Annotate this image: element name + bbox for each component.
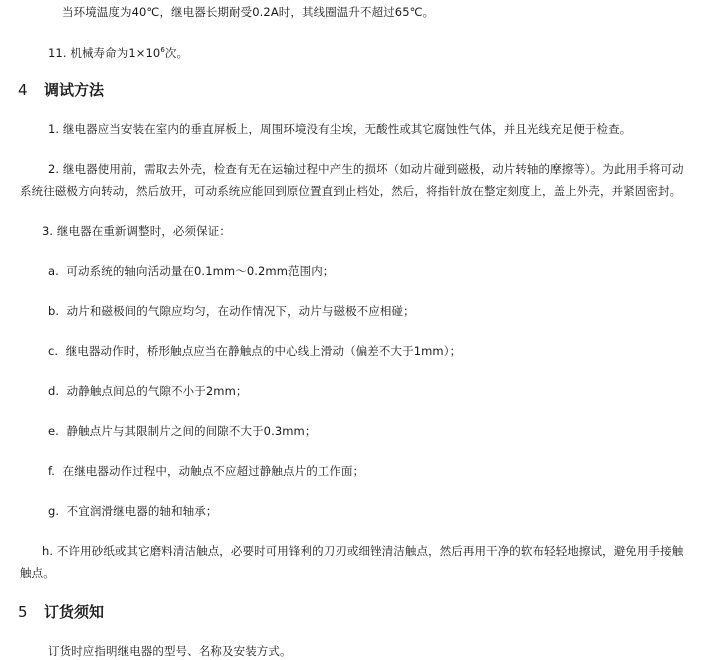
list-item-text: 继电器动作时，桥形触点应当在静触点的中心线上滑动（偏差不大于1mm）；: [65, 344, 462, 358]
section-title: 调试方法: [44, 81, 105, 99]
paragraph-mechanical-life: [48, 42, 188, 61]
list-item-text: 在继电器动作过程中，动触点不应超过静触点片的工作面；: [62, 464, 365, 478]
list-item-text: 静触点片与其限制片之间的间隙不大于0.3mm；: [66, 424, 317, 438]
list-item: [48, 303, 415, 319]
mechanical-life-prefix: 11. 机械寿命为1×10: [48, 46, 161, 60]
paragraph-pre-use-check-line2: 系统往磁极方向转动，然后放开，可动系统应能回到原位置直到止档处，然后，将指针放在整定刻度上，盖上外壳，并紧固密封。: [20, 184, 682, 198]
list-item-label: d.: [48, 384, 60, 398]
paragraph-pre-use-check-line1: 2. 继电器使用前，需取去外壳，检查有无在运输过程中产生的损坏（如动片碰到磁极，动片转轴的摩擦等）。为此用手将可动: [48, 162, 684, 176]
list-item-label: e.: [48, 424, 59, 438]
mechanical-life-exponent: 6: [160, 46, 165, 54]
list-item-label: c.: [48, 344, 59, 358]
list-item-label: g.: [48, 504, 60, 518]
list-item: [48, 263, 334, 279]
list-item: [48, 383, 248, 399]
list-item: [48, 463, 364, 479]
section-title: 订货须知: [44, 603, 105, 621]
section-heading-debugging: [18, 80, 104, 100]
section-number: 5: [18, 603, 28, 621]
list-item-label: a.: [48, 264, 59, 278]
list-item: [48, 503, 217, 519]
mechanical-life-suffix: 次。: [164, 46, 189, 60]
list-item-label: b.: [48, 304, 60, 318]
list-item-text: 可动系统的轴向活动量在0.1mm～0.2mm范围内；: [66, 264, 335, 278]
paragraph-temperature-line: 当环境温度为40℃，继电器长期耐受0.2A时，其线圈温升不超过65℃。: [62, 5, 435, 19]
list-item-label: f.: [48, 464, 56, 478]
list-item-text: 不宜润滑继电器的轴和轴承；: [66, 504, 218, 518]
paragraph-ordering-info: 订货时应指明继电器的型号、名称及安装方式。: [48, 644, 292, 658]
section-heading-ordering: [18, 602, 104, 622]
paragraph-installation: 1. 继电器应当安装在室内的垂直屏板上，周围环境没有尘埃，无酸性或其它腐蚀性气体，并且光线充足便于检查。: [48, 122, 632, 136]
list-item-h-line1: h. 不许用砂纸或其它磨料清洁触点，必要时可用锋利的刀刃或细锉清洁触点，然后再用干净的软布轻轻地擦试，避免用手接触: [42, 544, 684, 558]
list-item-text: 动静触点间总的气隙不小于2mm；: [66, 384, 248, 398]
list-item: [48, 343, 461, 359]
section-number: 4: [18, 81, 28, 99]
list-item-text: 动片和磁极间的气隙应均匀，在动作情况下，动片与磁极不应相碰；: [66, 304, 415, 318]
list-item-h-line2: 触点。: [20, 566, 55, 580]
list-item: [48, 423, 316, 439]
paragraph-readjust-requirements: 3. 继电器在重新调整时，必须保证：: [42, 224, 231, 238]
